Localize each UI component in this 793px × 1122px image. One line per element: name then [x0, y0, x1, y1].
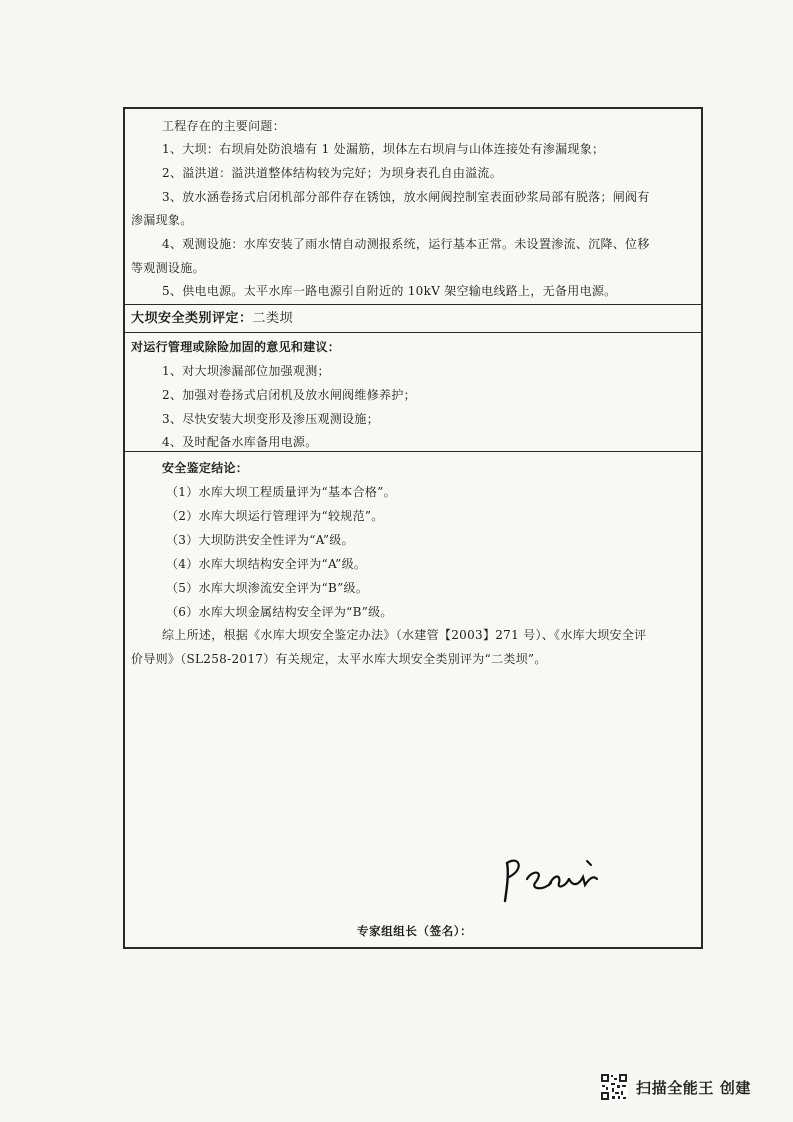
conclusion-item: （4）水库大坝结构安全评为“A”级。	[166, 557, 367, 571]
safety-category-row	[125, 305, 701, 333]
safety-category	[131, 312, 293, 326]
problem-line: 渗漏现象。	[131, 213, 193, 227]
problem-line: 1、大坝：右坝肩处防浪墙有 1 处漏筋，坝体左右坝肩与山体连接处有渗漏现象；	[162, 142, 605, 156]
category-value: 二类坝	[252, 311, 294, 326]
suggestion-line: 2、加强对卷扬式启闭机及放水闸阀维修养护；	[162, 388, 416, 402]
suggestions-section	[125, 333, 701, 452]
conclusion-item: （5）水库大坝渗流安全评为“B”级。	[166, 581, 369, 595]
conclusion-item: （3）大坝防洪安全性评为“A”级。	[166, 533, 354, 547]
conclusion-title: 安全鉴定结论：	[162, 461, 249, 475]
problem-line: 等观测设施。	[131, 261, 205, 275]
conclusion-summary-line: 价导则》（SL258-2017）有关规定，太平水库大坝安全类别评为“二类坝”。	[131, 652, 547, 666]
suggestion-line: 4、及时配备水库备用电源。	[162, 435, 318, 449]
scanner-app-text: 扫描全能王 创建	[636, 1078, 752, 1097]
conclusion-item: （6）水库大坝金属结构安全评为“B”级。	[166, 605, 393, 619]
main-problems-section	[125, 109, 701, 305]
problem-line: 2、溢洪道：溢洪道整体结构较为完好；为坝身表孔自由溢流。	[162, 166, 503, 180]
handwritten-signature	[499, 849, 609, 909]
problems-title: 工程存在的主要问题：	[162, 119, 286, 133]
conclusion-item: （1）水库大坝工程质量评为“基本合格”。	[166, 485, 396, 499]
category-label: 大坝安全类别评定：	[131, 311, 253, 326]
problem-line: 4、观测设施：水库安装了雨水情自动测报系统，运行基本正常。未设置渗流、沉降、位移	[162, 237, 650, 251]
conclusion-section	[125, 452, 701, 947]
suggestions-title: 对运行管理或除险加固的意见和建议：	[131, 340, 341, 354]
scanner-watermark	[600, 1073, 751, 1101]
problem-line: 5、供电电源。太平水库一路电源引自附近的 10kV 架空输电线路上，无备用电源。	[162, 284, 617, 298]
document-form-table	[123, 107, 703, 949]
problem-line: 3、放水涵卷扬式启闭机部分部件存在锈蚀，放水闸阀控制室表面砂浆局部有脱落；闸阀有	[162, 190, 650, 204]
suggestion-line: 3、尽快安装大坝变形及渗压观测设施；	[162, 412, 380, 426]
conclusion-summary-line: 综上所述，根据《水库大坝安全鉴定办法》（水建管【2003】271 号）、《水库大坝安全评	[162, 628, 647, 642]
suggestion-line: 1、对大坝渗漏部位加强观测；	[162, 364, 330, 378]
qr-code-icon	[600, 1073, 628, 1101]
conclusion-item: （2）水库大坝运行管理评为“较规范”。	[166, 509, 384, 523]
signature-label: 专家组组长（签名）：	[357, 924, 473, 938]
